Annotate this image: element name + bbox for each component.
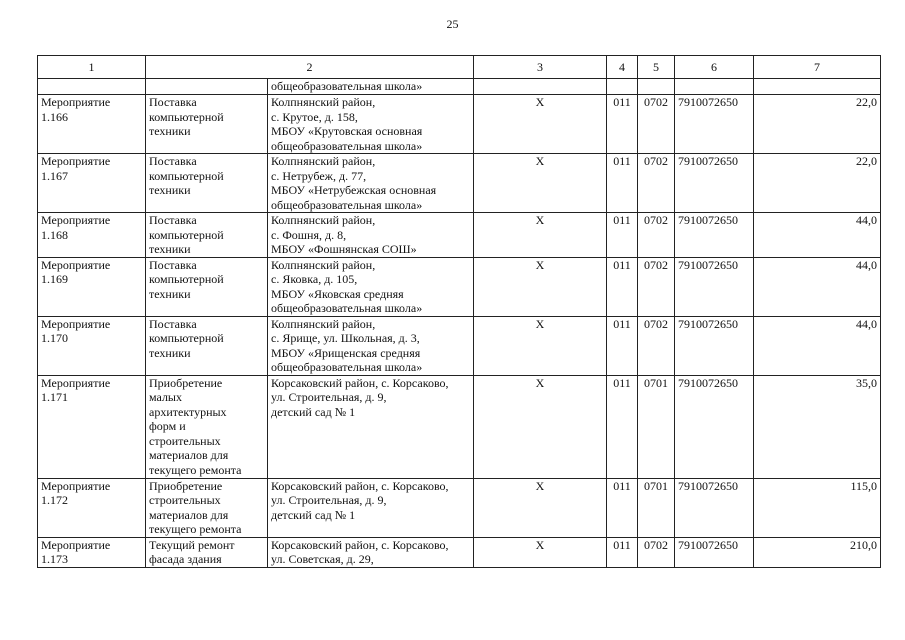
event-id-cell-line: Мероприятие <box>41 213 111 227</box>
continuation-cell-id <box>38 79 146 95</box>
event-name-cell-line: текущего ремонта <box>149 522 242 536</box>
event-name-cell-line: техники <box>149 286 191 301</box>
column-4-cell: 011 <box>607 316 638 375</box>
event-address-cell-line: МБОУ «Фошнянская СОШ» <box>271 242 417 256</box>
event-address-cell-line: с. Яковка, д. 105, <box>271 272 358 286</box>
page-number: 25 <box>446 17 459 31</box>
event-name-cell-line: материалов для <box>149 507 229 522</box>
event-name-cell-line: Поставка <box>149 316 197 331</box>
event-address-cell <box>268 154 474 213</box>
continuation-cell-name <box>146 79 268 95</box>
event-name-cell-line: Поставка <box>149 154 197 168</box>
header-col-2: 2 <box>146 56 474 79</box>
event-name-cell-line: Поставка <box>149 213 197 227</box>
event-address-cell-line: общеобразовательная школа» <box>271 301 423 315</box>
event-name-cell-line: материалов для <box>149 448 229 462</box>
header-col-3: 3 <box>474 56 607 79</box>
event-address-cell <box>268 95 474 154</box>
event-name-cell <box>146 478 268 537</box>
column-5-cell: 0702 <box>638 154 675 213</box>
event-name-cell-line: Приобретение <box>149 478 223 493</box>
column-4-cell: 011 <box>607 95 638 154</box>
event-address-cell-line: МБОУ «Яковская средняя <box>271 286 404 301</box>
event-address-cell-line: с. Нетрубеж, д. 77, <box>271 168 367 183</box>
column-5-cell: 0701 <box>638 478 675 537</box>
event-name-cell-line: Приобретение <box>149 375 223 390</box>
event-address-cell-line: с. Крутое, д. 158, <box>271 109 358 124</box>
column-7-amount-cell: 44,0 <box>754 213 881 258</box>
event-id-cell-line: Мероприятие <box>41 257 111 272</box>
event-name-cell-line: фасада здания <box>149 552 222 566</box>
header-col-4: 4 <box>607 56 638 79</box>
column-3-cell: X <box>474 537 607 567</box>
event-id-cell <box>38 95 146 154</box>
event-address-cell <box>268 537 474 567</box>
event-name-cell <box>146 257 268 316</box>
table-row <box>38 213 881 258</box>
event-address-cell-line: с. Ярище, ул. Школьная, д. 3, <box>271 331 420 345</box>
table-row <box>38 154 881 213</box>
continuation-cell-7 <box>754 79 881 95</box>
event-address-cell-line: общеобразовательная школа» <box>271 138 423 153</box>
header-col-1: 1 <box>38 56 146 79</box>
column-4-cell: 011 <box>607 375 638 478</box>
event-address-cell-line: ул. Строительная, д. 9, <box>271 493 387 507</box>
column-5-cell: 0702 <box>638 95 675 154</box>
column-4-cell: 011 <box>607 154 638 213</box>
event-name-cell-line: техники <box>149 345 191 360</box>
event-address-cell-line: ул. Советская, д. 29, <box>271 552 374 566</box>
column-4-cell: 011 <box>607 537 638 567</box>
event-id-cell-line: 1.171 <box>41 390 68 404</box>
event-address-cell <box>268 316 474 375</box>
event-name-cell-line: Текущий ремонт <box>149 537 235 552</box>
event-name-cell <box>146 316 268 375</box>
event-id-cell-line: 1.168 <box>41 227 68 242</box>
event-name-cell <box>146 95 268 154</box>
event-id-cell-line: 1.170 <box>41 331 68 345</box>
event-name-cell <box>146 154 268 213</box>
column-5-cell: 0702 <box>638 213 675 258</box>
column-5-cell: 0702 <box>638 316 675 375</box>
event-id-cell <box>38 478 146 537</box>
column-6-cell: 7910072650 <box>675 213 754 258</box>
event-name-cell <box>146 213 268 258</box>
event-id-cell-line: Мероприятие <box>41 154 111 168</box>
column-7-amount-cell: 44,0 <box>754 257 881 316</box>
column-5-cell: 0702 <box>638 537 675 567</box>
budget-table <box>37 55 881 568</box>
event-name-cell-line: Поставка <box>149 95 197 109</box>
header-col-6: 6 <box>675 56 754 79</box>
event-id-cell-line: 1.172 <box>41 493 68 507</box>
event-name-cell <box>146 537 268 567</box>
event-address-cell-line: Колпнянский район, <box>271 154 376 168</box>
event-name-cell-line: техники <box>149 242 191 256</box>
event-id-cell-line: Мероприятие <box>41 478 111 493</box>
event-id-cell-line: Мероприятие <box>41 95 111 109</box>
event-name-cell-line: компьютерной <box>149 331 224 345</box>
event-id-cell-line: 1.169 <box>41 272 68 286</box>
column-4-cell: 011 <box>607 257 638 316</box>
column-3-cell: X <box>474 257 607 316</box>
event-address-cell-line: детский сад № 1 <box>271 404 356 419</box>
column-7-amount-cell: 22,0 <box>754 154 881 213</box>
event-name-cell-line: малых <box>149 390 182 404</box>
table-row <box>38 537 881 567</box>
event-id-cell-line: Мероприятие <box>41 316 111 331</box>
event-address-cell <box>268 478 474 537</box>
column-3-cell: X <box>474 95 607 154</box>
event-name-cell-line: техники <box>149 124 191 138</box>
column-6-cell: 7910072650 <box>675 316 754 375</box>
event-name-cell-line: строительных <box>149 433 221 448</box>
column-3-cell: X <box>474 213 607 258</box>
column-5-cell: 0701 <box>638 375 675 478</box>
column-6-cell: 7910072650 <box>675 257 754 316</box>
column-6-cell: 7910072650 <box>675 95 754 154</box>
event-name-cell-line: строительных <box>149 493 221 507</box>
event-id-cell-line: Мероприятие <box>41 375 111 390</box>
event-address-cell-line: ул. Строительная, д. 9, <box>271 390 387 404</box>
event-address-cell-line: с. Фошня, д. 8, <box>271 227 347 242</box>
table-row <box>38 316 881 375</box>
event-name-cell <box>146 375 268 478</box>
event-name-cell-line: компьютерной <box>149 227 224 242</box>
column-6-cell: 7910072650 <box>675 154 754 213</box>
header-col-7: 7 <box>754 56 881 79</box>
header-col-5: 5 <box>638 56 675 79</box>
event-address-cell-line: Колпнянский район, <box>271 257 376 272</box>
event-address-cell-line: Корсаковский район, с. Корсаково, <box>271 478 449 493</box>
column-7-amount-cell: 210,0 <box>754 537 881 567</box>
event-address-cell-line: МБОУ «Ярищенская средняя <box>271 345 421 360</box>
event-id-cell <box>38 213 146 258</box>
event-id-cell-line: Мероприятие <box>41 537 111 552</box>
event-address-cell <box>268 257 474 316</box>
event-name-cell-line: текущего ремонта <box>149 462 242 477</box>
column-3-cell: X <box>474 154 607 213</box>
event-address-cell <box>268 375 474 478</box>
header-row <box>38 56 881 79</box>
event-address-cell-line: МБОУ «Крутовская основная <box>271 124 423 138</box>
event-address-cell-line: Корсаковский район, с. Корсаково, <box>271 537 449 552</box>
event-id-cell-line: 1.166 <box>41 109 68 124</box>
event-name-cell-line: архитектурных <box>149 404 227 419</box>
event-address-cell <box>268 213 474 258</box>
column-3-cell: X <box>474 375 607 478</box>
continuation-cell-5 <box>638 79 675 95</box>
column-7-amount-cell: 44,0 <box>754 316 881 375</box>
event-id-cell <box>38 316 146 375</box>
event-name-cell-line: техники <box>149 183 191 197</box>
event-address-cell-line: Колпнянский район, <box>271 213 376 227</box>
column-3-cell: X <box>474 316 607 375</box>
event-name-cell-line: форм и <box>149 419 186 433</box>
event-address-cell-line: детский сад № 1 <box>271 507 356 522</box>
column-7-amount-cell: 115,0 <box>754 478 881 537</box>
event-address-cell-line: МБОУ «Нетрубежская основная <box>271 183 437 197</box>
event-address-cell-line: Корсаковский район, с. Корсаково, <box>271 375 449 390</box>
event-id-cell <box>38 154 146 213</box>
column-6-cell: 7910072650 <box>675 537 754 567</box>
event-id-cell <box>38 537 146 567</box>
event-address-cell-line: Колпнянский район, <box>271 316 376 331</box>
table-row <box>38 95 881 154</box>
event-address-cell-line: Колпнянский район, <box>271 95 376 109</box>
continuation-cell-6 <box>675 79 754 95</box>
continuation-cell-3 <box>474 79 607 95</box>
column-3-cell: X <box>474 478 607 537</box>
table-row <box>38 478 881 537</box>
event-address-cell-line: общеобразовательная школа» <box>271 197 423 212</box>
event-address-cell-line: общеобразовательная школа» <box>271 360 423 374</box>
event-id-cell-line: 1.173 <box>41 552 68 566</box>
table-row <box>38 257 881 316</box>
event-name-cell-line: компьютерной <box>149 272 224 286</box>
column-6-cell: 7910072650 <box>675 375 754 478</box>
continuation-row <box>38 79 881 95</box>
event-name-cell-line: компьютерной <box>149 168 224 183</box>
event-id-cell-line: 1.167 <box>41 168 68 183</box>
column-5-cell: 0702 <box>638 257 675 316</box>
continuation-cell-address: общеобразовательная школа» <box>268 79 474 95</box>
column-6-cell: 7910072650 <box>675 478 754 537</box>
event-id-cell <box>38 257 146 316</box>
event-id-cell <box>38 375 146 478</box>
continuation-cell-4 <box>607 79 638 95</box>
column-7-amount-cell: 22,0 <box>754 95 881 154</box>
event-name-cell-line: Поставка <box>149 257 197 272</box>
column-4-cell: 011 <box>607 478 638 537</box>
column-7-amount-cell: 35,0 <box>754 375 881 478</box>
event-name-cell-line: компьютерной <box>149 109 224 124</box>
table-row <box>38 375 881 478</box>
column-4-cell: 011 <box>607 213 638 258</box>
